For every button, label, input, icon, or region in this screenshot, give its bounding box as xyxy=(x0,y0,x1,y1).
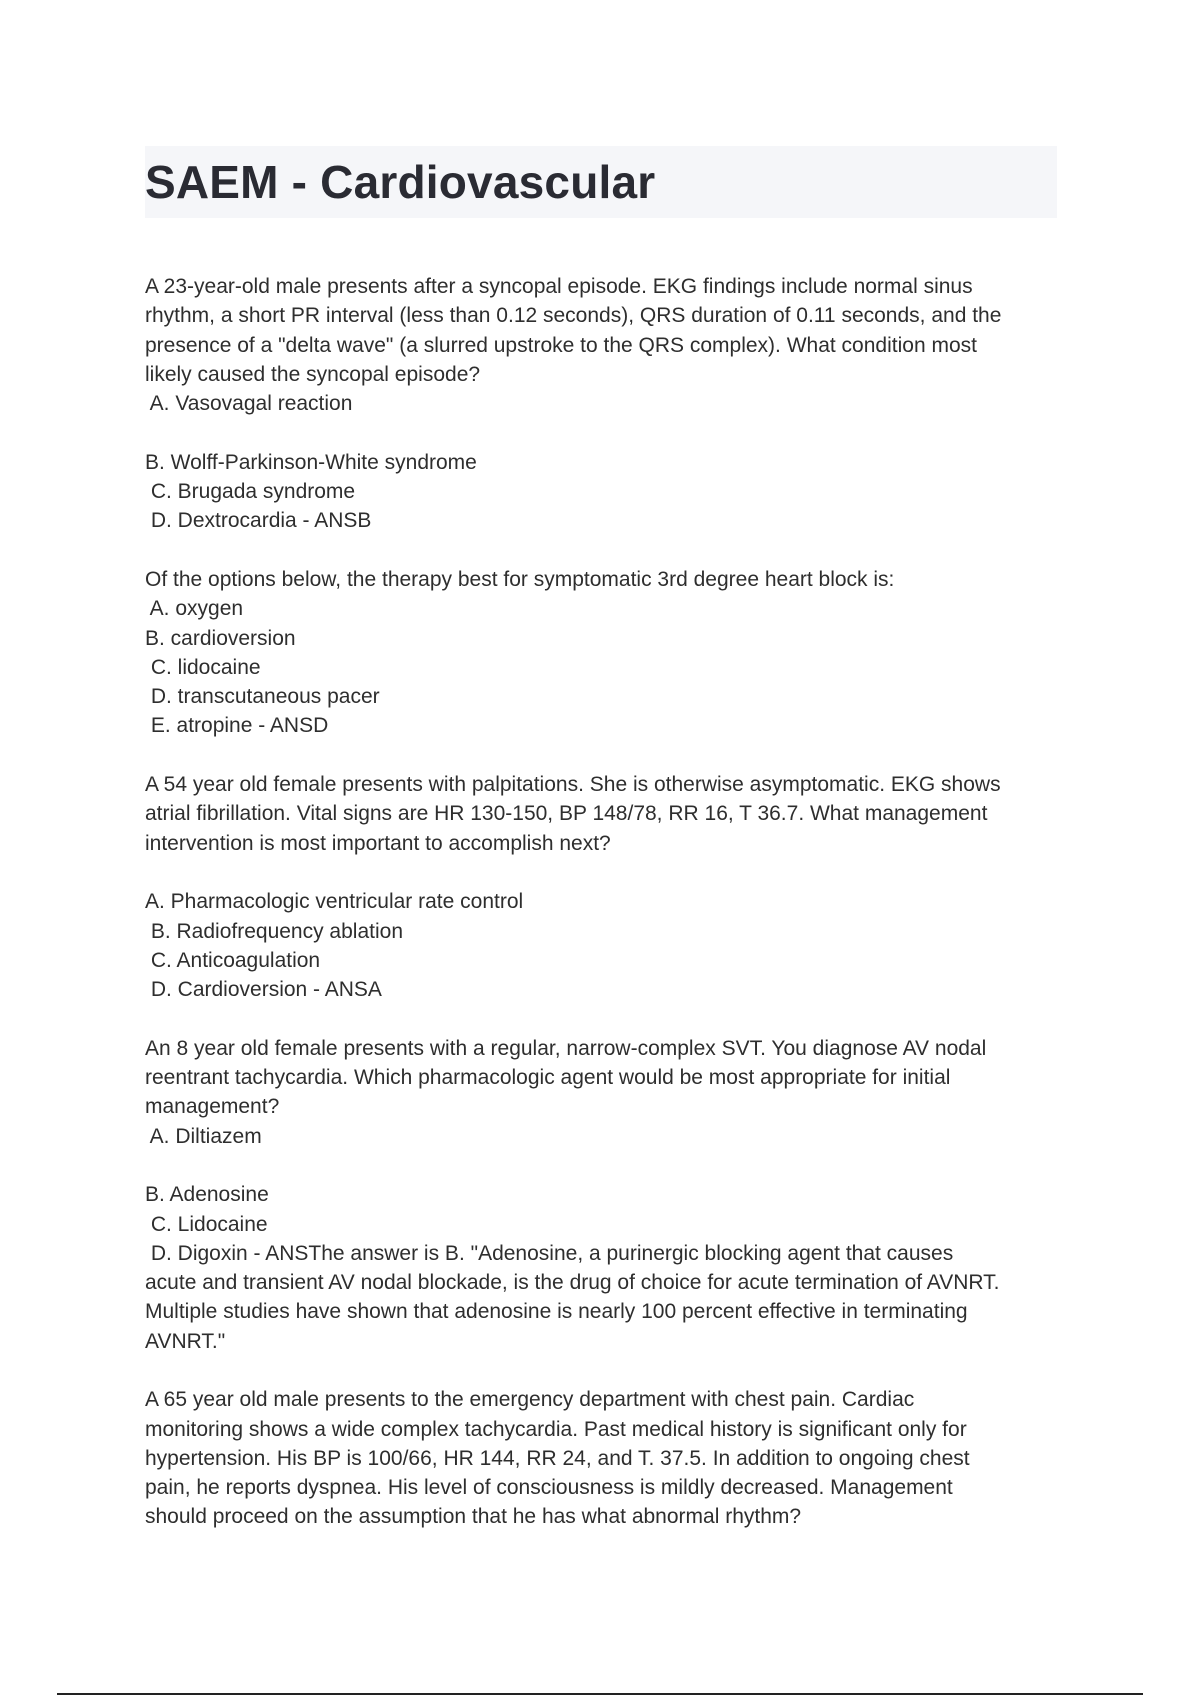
answer-option: E. atropine - ANSD xyxy=(145,714,329,738)
question-block xyxy=(145,565,1060,741)
question-text: likely caused the syncopal episode? xyxy=(145,362,481,386)
question-text: intervention is most important to accomplish next? xyxy=(145,831,611,855)
page-title: SAEM - Cardiovascular xyxy=(145,156,656,208)
question-text: reentrant tachycardia. Which pharmacologic agent would be most appropriate for initial xyxy=(145,1066,951,1090)
answer-option: C. Brugada syndrome xyxy=(145,480,356,504)
question-text: hypertension. His BP is 100/66, HR 144, RR 24, and T. 37.5. In addition to ongoing chest xyxy=(145,1446,970,1470)
spacer xyxy=(145,858,1060,887)
question-text: rhythm, a short PR interval (less than 0.12 seconds), QRS duration of 0.11 seconds, and the xyxy=(145,304,1002,328)
answer-option: C. lidocaine xyxy=(145,655,261,679)
title-banner xyxy=(145,146,1057,218)
spacer xyxy=(145,741,1060,770)
question-block xyxy=(145,1385,1060,1531)
question-text: atrial fibrillation. Vital signs are HR 130-150, BP 148/78, RR 16, T 36.7. What management xyxy=(145,802,988,826)
document-body xyxy=(145,272,1060,1532)
question-text: A 65 year old male presents to the emergency department with chest pain. Cardiac xyxy=(145,1388,915,1412)
answer-option: B. cardioversion xyxy=(145,626,296,650)
question-block xyxy=(145,272,1060,536)
answer-option: A. Pharmacologic ventricular rate control xyxy=(145,890,524,914)
question-text: should proceed on the assumption that he has what abnormal rhythm? xyxy=(145,1505,802,1529)
answer-explanation: Multiple studies have shown that adenosine is nearly 100 percent effective in terminating xyxy=(145,1300,968,1324)
spacer xyxy=(145,1004,1060,1033)
answer-option: D. Dextrocardia - ANSB xyxy=(145,509,372,533)
question-text: presence of a "delta wave" (a slurred upstroke to the QRS complex). What condition most xyxy=(145,333,977,357)
answer-option: C. Lidocaine xyxy=(145,1212,268,1236)
question-text: A 54 year old female presents with palpitations. She is otherwise asymptomatic. EKG shows xyxy=(145,773,1001,797)
spacer xyxy=(145,1151,1060,1180)
answer-option: D. transcutaneous pacer xyxy=(145,685,380,709)
question-text: A 23-year-old male presents after a syncopal episode. EKG findings include normal sinus xyxy=(145,275,973,298)
question-text: Of the options below, the therapy best for symptomatic 3rd degree heart block is: xyxy=(145,567,895,591)
question-text: An 8 year old female presents with a regular, narrow-complex SVT. You diagnose AV nodal xyxy=(145,1036,987,1060)
spacer xyxy=(145,418,1060,447)
answer-option: D. Digoxin - ANSThe answer is B. "Adenosine, a purinergic blocking agent that causes xyxy=(145,1241,954,1265)
answer-option: C. Anticoagulation xyxy=(145,948,321,972)
answer-option: B. Wolff-Parkinson-White syndrome xyxy=(145,450,477,474)
question-text: pain, he reports dyspnea. His level of consciousness is mildly decreased. Management xyxy=(145,1476,953,1500)
question-block xyxy=(145,770,1060,1004)
answer-explanation: acute and transient AV nodal blockade, is the drug of choice for acute termination of AVNRT. xyxy=(145,1271,1000,1295)
spacer xyxy=(145,536,1060,565)
answer-option: B. Adenosine xyxy=(145,1183,269,1207)
spacer xyxy=(145,1356,1060,1385)
answer-explanation: AVNRT." xyxy=(145,1329,226,1353)
answer-option: A. Diltiazem xyxy=(145,1124,262,1148)
footer-divider xyxy=(57,1693,1143,1695)
question-block xyxy=(145,1034,1060,1356)
question-text: monitoring shows a wide complex tachycardia. Past medical history is significant only for xyxy=(145,1417,967,1441)
answer-option: D. Cardioversion - ANSA xyxy=(145,978,382,1002)
answer-option: A. Vasovagal reaction xyxy=(145,392,353,416)
question-text: management? xyxy=(145,1095,280,1119)
answer-option: A. oxygen xyxy=(145,597,244,621)
answer-option: B. Radiofrequency ablation xyxy=(145,919,403,943)
